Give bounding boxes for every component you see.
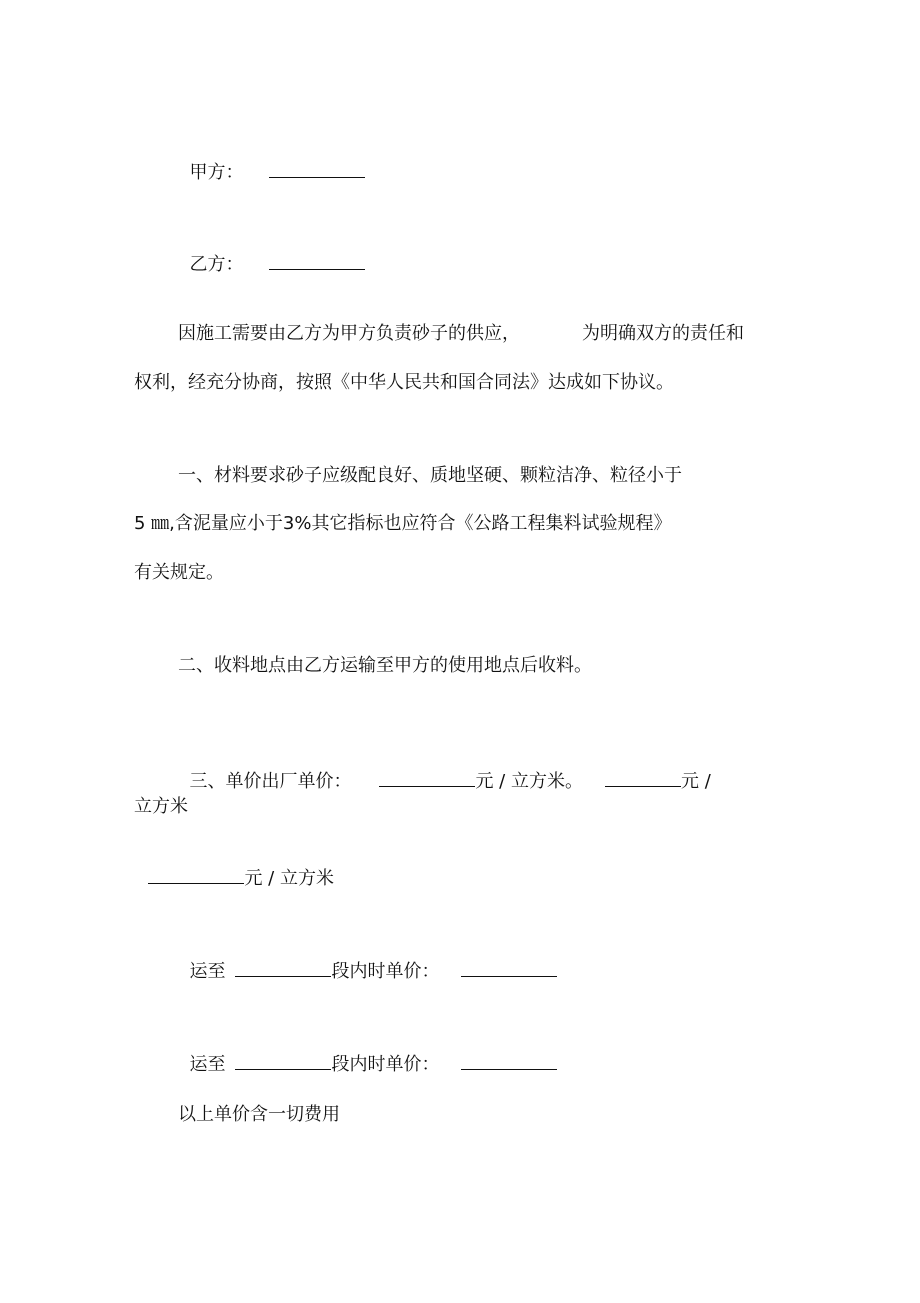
delivery-price-blank-2[interactable] — [461, 1052, 557, 1070]
party-a-line — [178, 138, 365, 184]
intro-line-1b: 为明确双方的责任和 — [582, 323, 744, 344]
clause3-line-1 — [178, 747, 711, 793]
intro-line-2: 权利，经充分协商，按照《中华人民共和国合同法》达成如下协议。 — [134, 372, 674, 393]
intro-line-1a: 因施工需要由乙方为甲方负责砂子的供应， — [178, 323, 520, 344]
delivery-section-blank-2[interactable] — [235, 1052, 331, 1070]
party-b-label: 乙方： — [189, 254, 244, 275]
party-a-blank[interactable] — [269, 160, 365, 178]
clause3-unit-1: 元 / 立方米。 — [475, 771, 583, 792]
delivery-section-blank-1[interactable] — [235, 959, 331, 977]
delivery-prefix-2: 运至 — [189, 1054, 226, 1075]
delivery-price-blank-1[interactable] — [461, 959, 557, 977]
delivery-prefix-1: 运至 — [189, 961, 226, 982]
party-b-blank[interactable] — [269, 252, 365, 270]
delivery-line-2 — [178, 1030, 557, 1076]
clause3-line-3 — [137, 844, 334, 890]
price-note: 以上单价含一切费用 — [178, 1104, 340, 1125]
delivery-line-1 — [178, 937, 557, 983]
clause3-label: 三、单价出厂单价： — [189, 771, 352, 792]
clause3-unit-2: 元 / — [680, 771, 711, 792]
party-b-line — [178, 230, 365, 276]
clause3-unit-3: 元 / 立方米 — [244, 868, 334, 889]
price-blank-2[interactable] — [605, 769, 681, 787]
clause1-line-1: 一、材料要求砂子应级配良好、质地坚硬、颗粒洁净、粒径小于 — [178, 465, 682, 486]
clause1-line-3: 有关规定。 — [134, 562, 224, 583]
clause3-line-2: 立方米 — [134, 796, 188, 817]
delivery-middle-1: 段内时单价： — [331, 961, 440, 982]
clause2-line-1: 二、收料地点由乙方运输至甲方的使用地点后收料。 — [178, 655, 592, 676]
delivery-middle-2: 段内时单价： — [331, 1054, 440, 1075]
factory-price-blank[interactable] — [379, 769, 475, 787]
price-blank-3[interactable] — [148, 866, 244, 884]
party-a-label: 甲方： — [189, 162, 244, 183]
clause1-line-2: 5 ㎜,含泥量应小于3%其它指标也应符合《公路工程集料试验规程》 — [134, 513, 672, 534]
